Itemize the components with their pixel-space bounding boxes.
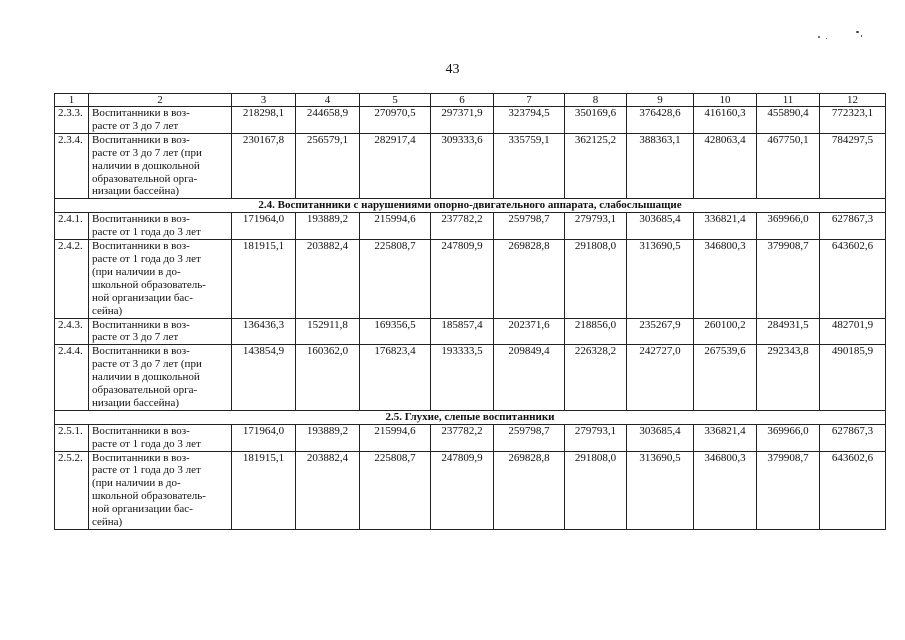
description-line: низации бассейна) bbox=[92, 396, 179, 409]
value-cell: 362125,2 bbox=[565, 133, 627, 199]
value-cell: 336821,4 bbox=[694, 213, 757, 240]
section-heading: 2.4. Воспитанники с нарушениями опорно-двигательного аппарата, слабослышащие bbox=[55, 199, 886, 213]
value-cell: 482701,9 bbox=[820, 318, 886, 345]
value-cell: 171964,0 bbox=[232, 213, 296, 240]
header-cell: 2 bbox=[89, 94, 232, 107]
row-description bbox=[89, 107, 232, 134]
value-cell: 279793,1 bbox=[565, 424, 627, 451]
value-cell: 160362,0 bbox=[296, 345, 360, 411]
value-cell: 313690,5 bbox=[627, 240, 694, 318]
table-body bbox=[55, 94, 886, 530]
scan-speck bbox=[861, 35, 862, 37]
table-row bbox=[55, 318, 886, 345]
row-description bbox=[89, 213, 232, 240]
header-row bbox=[55, 94, 886, 107]
value-cell: 369966,0 bbox=[757, 213, 820, 240]
scan-speck bbox=[826, 38, 827, 39]
value-cell: 215994,6 bbox=[360, 213, 431, 240]
value-cell: 303685,4 bbox=[627, 424, 694, 451]
value-cell: 193889,2 bbox=[296, 424, 360, 451]
table-row bbox=[55, 424, 886, 451]
value-cell: 202371,6 bbox=[494, 318, 565, 345]
description-line: школьной образователь- bbox=[92, 490, 206, 503]
header-cell: 9 bbox=[627, 94, 694, 107]
value-cell: 291808,0 bbox=[565, 240, 627, 318]
value-cell: 169356,5 bbox=[360, 318, 431, 345]
description-line: наличии в дошкольной bbox=[92, 371, 200, 384]
row-description bbox=[89, 240, 232, 318]
description-line: расте от 1 года до 3 лет bbox=[92, 437, 201, 450]
value-cell: 225808,7 bbox=[360, 240, 431, 318]
value-cell: 230167,8 bbox=[232, 133, 296, 199]
description-line: школьной образователь- bbox=[92, 278, 206, 291]
row-index: 2.4.2. bbox=[55, 240, 89, 318]
value-cell: 369966,0 bbox=[757, 424, 820, 451]
description-line: образовательной орга- bbox=[92, 384, 198, 397]
value-cell: 772323,1 bbox=[820, 107, 886, 134]
section-row bbox=[55, 410, 886, 424]
value-cell: 784297,5 bbox=[820, 133, 886, 199]
row-description bbox=[89, 133, 232, 199]
value-cell: 346800,3 bbox=[694, 451, 757, 529]
value-cell: 455890,4 bbox=[757, 107, 820, 134]
scan-speck bbox=[818, 36, 820, 38]
value-cell: 215994,6 bbox=[360, 424, 431, 451]
value-cell: 313690,5 bbox=[627, 451, 694, 529]
value-cell: 256579,1 bbox=[296, 133, 360, 199]
value-cell: 218856,0 bbox=[565, 318, 627, 345]
description-line: Воспитанники в воз- bbox=[92, 133, 190, 146]
row-index: 2.3.4. bbox=[55, 133, 89, 199]
description-line: Воспитанники в воз- bbox=[92, 345, 190, 358]
value-cell: 260100,2 bbox=[694, 318, 757, 345]
header-cell: 6 bbox=[431, 94, 494, 107]
value-cell: 136436,3 bbox=[232, 318, 296, 345]
description-line: ной организации бас- bbox=[92, 291, 193, 304]
value-cell: 259798,7 bbox=[494, 424, 565, 451]
value-cell: 284931,5 bbox=[757, 318, 820, 345]
section-row bbox=[55, 199, 886, 213]
description-line: расте от 3 до 7 лет (при bbox=[92, 146, 202, 159]
value-cell: 218298,1 bbox=[232, 107, 296, 134]
value-cell: 269828,8 bbox=[494, 451, 565, 529]
description-line: образовательной орга- bbox=[92, 172, 198, 185]
description-line: расте от 1 года до 3 лет bbox=[92, 252, 201, 265]
value-cell: 467750,1 bbox=[757, 133, 820, 199]
description-line: низации бассейна) bbox=[92, 185, 179, 198]
value-cell: 379908,7 bbox=[757, 240, 820, 318]
value-cell: 193889,2 bbox=[296, 213, 360, 240]
value-cell: 282917,4 bbox=[360, 133, 431, 199]
row-description bbox=[89, 318, 232, 345]
description-line: ной организации бас- bbox=[92, 503, 193, 516]
description-line: Воспитанники в воз- bbox=[92, 213, 190, 226]
value-cell: 270970,5 bbox=[360, 107, 431, 134]
description-line: наличии в дошкольной bbox=[92, 159, 200, 172]
value-cell: 303685,4 bbox=[627, 213, 694, 240]
value-cell: 237782,2 bbox=[431, 213, 494, 240]
value-cell: 627867,3 bbox=[820, 424, 886, 451]
value-cell: 267539,6 bbox=[694, 345, 757, 411]
value-cell: 416160,3 bbox=[694, 107, 757, 134]
header-cell: 11 bbox=[757, 94, 820, 107]
description-line: (при наличии в до- bbox=[92, 477, 181, 490]
header-cell: 7 bbox=[494, 94, 565, 107]
value-cell: 346800,3 bbox=[694, 240, 757, 318]
value-cell: 235267,9 bbox=[627, 318, 694, 345]
value-cell: 247809,9 bbox=[431, 240, 494, 318]
row-index: 2.4.4. bbox=[55, 345, 89, 411]
value-cell: 181915,1 bbox=[232, 451, 296, 529]
description-line: Воспитанники в воз- bbox=[92, 424, 190, 437]
value-cell: 226328,2 bbox=[565, 345, 627, 411]
value-cell: 643602,6 bbox=[820, 451, 886, 529]
value-cell: 388363,1 bbox=[627, 133, 694, 199]
table-row bbox=[55, 240, 886, 318]
row-index: 2.4.3. bbox=[55, 318, 89, 345]
value-cell: 242727,0 bbox=[627, 345, 694, 411]
table-row bbox=[55, 107, 886, 134]
value-cell: 269828,8 bbox=[494, 240, 565, 318]
value-cell: 193333,5 bbox=[431, 345, 494, 411]
value-cell: 428063,4 bbox=[694, 133, 757, 199]
header-cell: 5 bbox=[360, 94, 431, 107]
description-line: расте от 1 года до 3 лет bbox=[92, 226, 201, 239]
header-cell: 10 bbox=[694, 94, 757, 107]
row-index: 2.3.3. bbox=[55, 107, 89, 134]
value-cell: 292343,8 bbox=[757, 345, 820, 411]
header-cell: 3 bbox=[232, 94, 296, 107]
value-cell: 176823,4 bbox=[360, 345, 431, 411]
value-cell: 297371,9 bbox=[431, 107, 494, 134]
description-line: расте от 1 года до 3 лет bbox=[92, 464, 201, 477]
value-cell: 376428,6 bbox=[627, 107, 694, 134]
row-index: 2.4.1. bbox=[55, 213, 89, 240]
row-index: 2.5.2. bbox=[55, 451, 89, 529]
description-line: Воспитанники в воз- bbox=[92, 107, 190, 119]
scan-speck bbox=[856, 31, 859, 33]
row-description bbox=[89, 424, 232, 451]
description-line: Воспитанники в воз- bbox=[92, 240, 190, 253]
value-cell: 244658,9 bbox=[296, 107, 360, 134]
value-cell: 237782,2 bbox=[431, 424, 494, 451]
description-line: расте от 3 до 7 лет (при bbox=[92, 358, 202, 371]
value-cell: 350169,6 bbox=[565, 107, 627, 134]
header-cell: 12 bbox=[820, 94, 886, 107]
value-cell: 379908,7 bbox=[757, 451, 820, 529]
description-line: Воспитанники в воз- bbox=[92, 451, 190, 464]
value-cell: 643602,6 bbox=[820, 240, 886, 318]
value-cell: 185857,4 bbox=[431, 318, 494, 345]
value-cell: 143854,9 bbox=[232, 345, 296, 411]
value-cell: 203882,4 bbox=[296, 240, 360, 318]
header-cell: 1 bbox=[55, 94, 89, 107]
value-cell: 309333,6 bbox=[431, 133, 494, 199]
description-line: сейна) bbox=[92, 516, 123, 529]
value-cell: 203882,4 bbox=[296, 451, 360, 529]
value-cell: 171964,0 bbox=[232, 424, 296, 451]
tariff-table bbox=[54, 93, 886, 530]
value-cell: 152911,8 bbox=[296, 318, 360, 345]
header-cell: 8 bbox=[565, 94, 627, 107]
description-line: сейна) bbox=[92, 304, 123, 317]
value-cell: 336821,4 bbox=[694, 424, 757, 451]
header-cell: 4 bbox=[296, 94, 360, 107]
row-description bbox=[89, 451, 232, 529]
table-row bbox=[55, 451, 886, 529]
value-cell: 209849,4 bbox=[494, 345, 565, 411]
table-row bbox=[55, 133, 886, 199]
table-row bbox=[55, 213, 886, 240]
value-cell: 181915,1 bbox=[232, 240, 296, 318]
value-cell: 291808,0 bbox=[565, 451, 627, 529]
description-line: Воспитанники в воз- bbox=[92, 318, 190, 331]
description-line: расте от 3 до 7 лет bbox=[92, 331, 179, 344]
value-cell: 259798,7 bbox=[494, 213, 565, 240]
value-cell: 247809,9 bbox=[431, 451, 494, 529]
value-cell: 490185,9 bbox=[820, 345, 886, 411]
value-cell: 627867,3 bbox=[820, 213, 886, 240]
table-row bbox=[55, 345, 886, 411]
value-cell: 323794,5 bbox=[494, 107, 565, 134]
section-heading: 2.5. Глухие, слепые воспитанники bbox=[55, 410, 886, 424]
description-line: (при наличии в до- bbox=[92, 265, 181, 278]
value-cell: 335759,1 bbox=[494, 133, 565, 199]
row-description bbox=[89, 345, 232, 411]
row-index: 2.5.1. bbox=[55, 424, 89, 451]
description-line: расте от 3 до 7 лет bbox=[92, 119, 179, 132]
value-cell: 279793,1 bbox=[565, 213, 627, 240]
page-number: 43 bbox=[445, 62, 460, 77]
value-cell: 225808,7 bbox=[360, 451, 431, 529]
